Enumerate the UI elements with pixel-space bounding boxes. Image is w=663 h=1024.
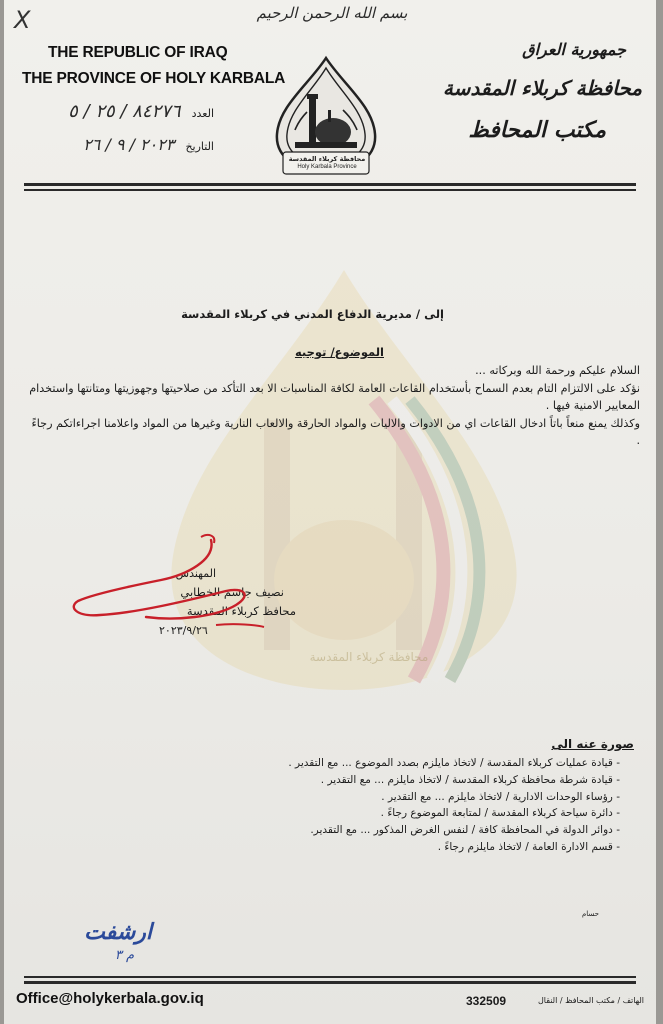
logo-text-ar: محافظة كربلاء المقدسة [288,155,366,163]
copy-item: - قيادة عمليات كربلاء المقدسة / لاتخاذ مايلزم بصدد الموضوع ... مع التقدير . [154,755,620,772]
copy-item: - دائرة سياحة كربلاء المقدسة / لمتابعة الموضوع رجاءً . [154,805,620,822]
copies-list [154,755,620,856]
ref-date-row [34,135,214,154]
ref-number-row [34,101,214,122]
signature-date: ٢٠٢٣/٩/٢٦ [159,624,208,637]
header-ar-office: مكتب المحافظ [468,118,606,143]
copy-item: - قسم الادارة العامة / لاتخاذ مايلزم رجاءً . [154,839,620,856]
footer-email: Office@holykerbala.gov.iq [16,990,204,1007]
logo-text-en: Holy Karbala Province [297,164,357,170]
signature-name: نصيف جاسم الخطابي [180,585,284,599]
ref-date-value: ٢٠٢٣ / ٩ / ٢٦ [83,135,175,154]
addressee: إلى / مديرية الدفاع المدني في كربلاء المقدسة [181,307,444,321]
corner-mark: X [14,6,31,34]
header-en-province: THE PROVINCE OF HOLY KARBALA [22,70,286,87]
ref-date-label: التاريخ [185,140,214,153]
signature-title: المهندس [175,567,216,580]
greeting: السلام عليكم ورحمة الله وبركاته ... [475,364,640,377]
subject: الموضوع/ توجيه [294,345,384,359]
footer-rule-bottom [24,981,636,984]
handwritten-archive-sub: م ٣ [114,948,134,963]
ref-number-value: ٨٤٢٧٦ / ٢٥ / ٥ [68,101,181,122]
header-en-republic: THE REPUBLIC OF IRAQ [48,44,228,61]
signature-scribble [66,525,266,635]
copy-item: - دوائر الدولة في المحافظة كافة / لنفس الغرض المذكور ... مع التقدير. [154,822,620,839]
ref-number-label: العدد [191,107,214,120]
handwritten-archive-note: ارشفت [84,920,152,945]
footer-phone-label: الهاتف / مكتب المحافظ / النقال [537,996,644,1005]
body-paragraph-1: نؤكد على الالتزام التام بعدم السماح بأستخدام القاعات العامة لكافة المناسبات الا بعد التأكد من صلاحيتها وجهوزيتها ومتانتها واستخدام المعايير الامنية فيها . [29,381,640,412]
document-page [4,0,656,1024]
typist-initials: حسام [581,910,599,918]
copy-item: - رؤساء الوحدات الادارية / لاتخاذ مايلزم ... مع التقدير . [154,789,620,806]
header-rule-bottom [24,189,636,191]
letter-body [28,362,640,450]
footer-rule-top [24,976,636,978]
header-ar-province: محافظة كربلاء المقدسة [442,76,642,100]
footer-phone: 332509 [466,994,507,1008]
watermark-text: محافظة كربلاء المقدسة [309,650,429,664]
header-rule-top [24,183,636,186]
copy-item: - قيادة شرطة محافظة كربلاء المقدسة / لاتخاذ مايلزم ... مع التقدير . [154,772,620,789]
header-ar-republic: جمهورية العراق [522,40,626,59]
basmala: بسم الله الرحمن الرحيم [256,4,408,22]
body-paragraph-2: وكذلك يمنع منعاً باتاً ادخال القاعات اي من الادوات والاليات والمواد الحارقة والالعاب النارية وغيرها من المواد واعلامنا اجراءاتكم رجاءً . [31,416,640,447]
signature-position: محافظ كربلاء المقدسة [186,604,296,618]
copies-heading: صورة عنه الى [551,737,634,751]
